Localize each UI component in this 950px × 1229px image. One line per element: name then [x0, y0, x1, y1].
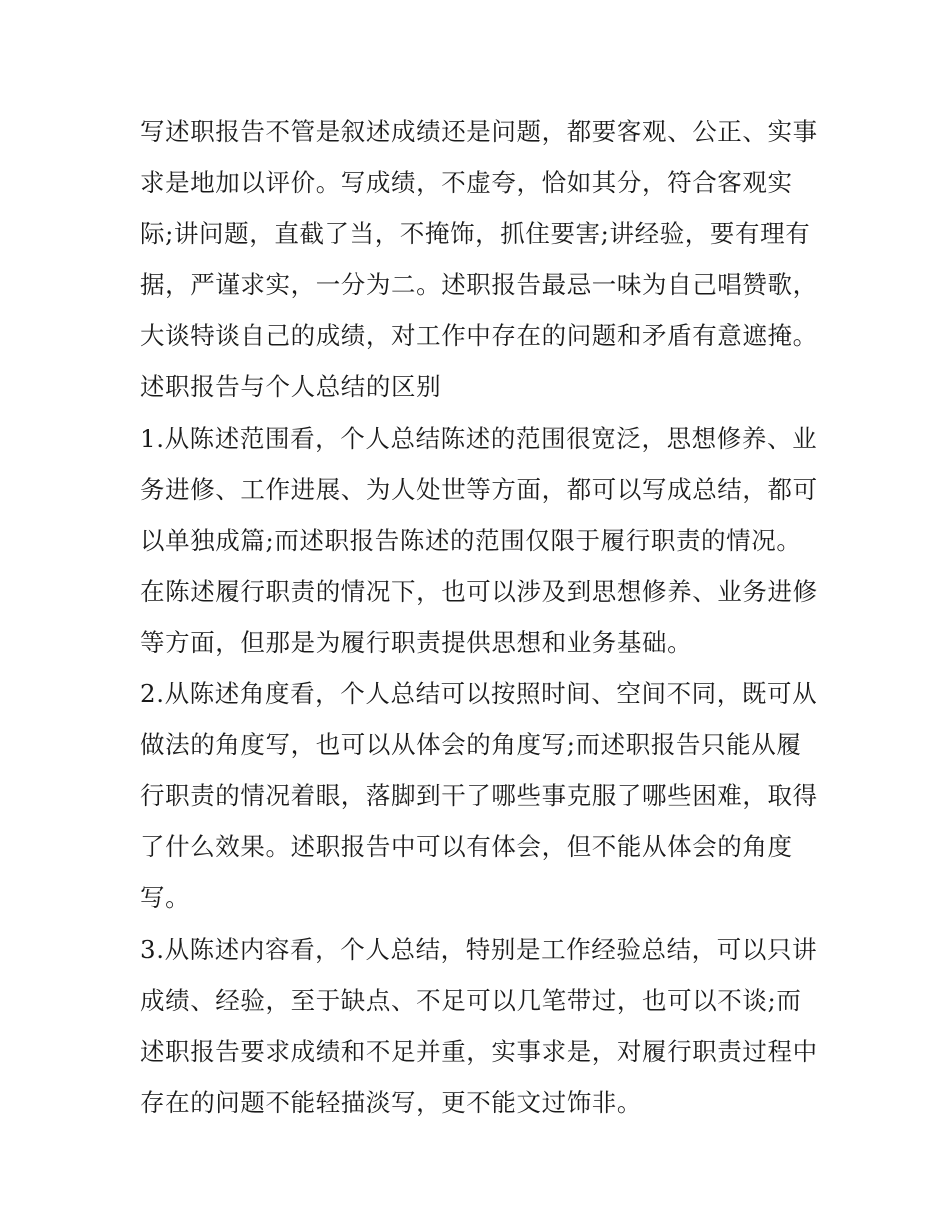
text-line: 1.从陈述范围看，个人总结陈述的范围很宽泛，思想修养、业 — [140, 423, 818, 453]
document-body — [140, 106, 820, 1128]
text-line: 2.从陈述角度看，个人总结可以按照时间、空间不同，既可从 — [140, 679, 818, 709]
text-line: 做法的角度写，也可以从体会的角度写;而述职报告只能从履 — [140, 730, 802, 760]
text-line: 等方面，但那是为履行职责提供思想和业务基础。 — [140, 627, 693, 657]
text-line: 务进修、工作进展、为人处世等方面，都可以写成总结，都可 — [140, 474, 818, 504]
text-line: 际;讲问题，直截了当，不掩饰，抓住要害;讲经验，要有理有 — [140, 219, 811, 249]
text-line: 述职报告要求成绩和不足并重，实事求是，对履行职责过程中 — [140, 1036, 818, 1066]
text-line: 写述职报告不管是叙述成绩还是问题，都要客观、公正、实事 — [140, 117, 818, 146]
text-line: 在陈述履行职责的情况下，也可以涉及到思想修养、业务进修 — [140, 576, 818, 606]
text-line: 写。 — [140, 883, 191, 913]
text-line: 了什么效果。述职报告中可以有体会，但不能从体会的角度 — [140, 832, 793, 862]
text-line: 据，严谨求实，一分为二。述职报告最忌一味为自己唱赞歌， — [140, 270, 818, 300]
text-line: 成绩、经验，至于缺点、不足可以几笔带过，也可以不谈;而 — [140, 985, 802, 1015]
text-line: 3.从陈述内容看，个人总结，特别是工作经验总结，可以只讲 — [140, 934, 818, 964]
text-line: 存在的问题不能轻描淡写，更不能文过饰非。 — [140, 1087, 642, 1117]
text-line: 求是地加以评价。写成绩，不虚夸，恰如其分，符合客观实 — [140, 168, 793, 198]
text-line: 行职责的情况着眼，落脚到干了哪些事克服了哪些困难，取得 — [140, 781, 818, 811]
text-line: 以单独成篇;而述职报告陈述的范围仅限于履行职责的情况。 — [140, 525, 802, 555]
text-line: 大谈特谈自己的成绩，对工作中存在的问题和矛盾有意遮掩。 — [140, 321, 818, 351]
section-heading: 述职报告与个人总结的区别 — [140, 372, 442, 402]
